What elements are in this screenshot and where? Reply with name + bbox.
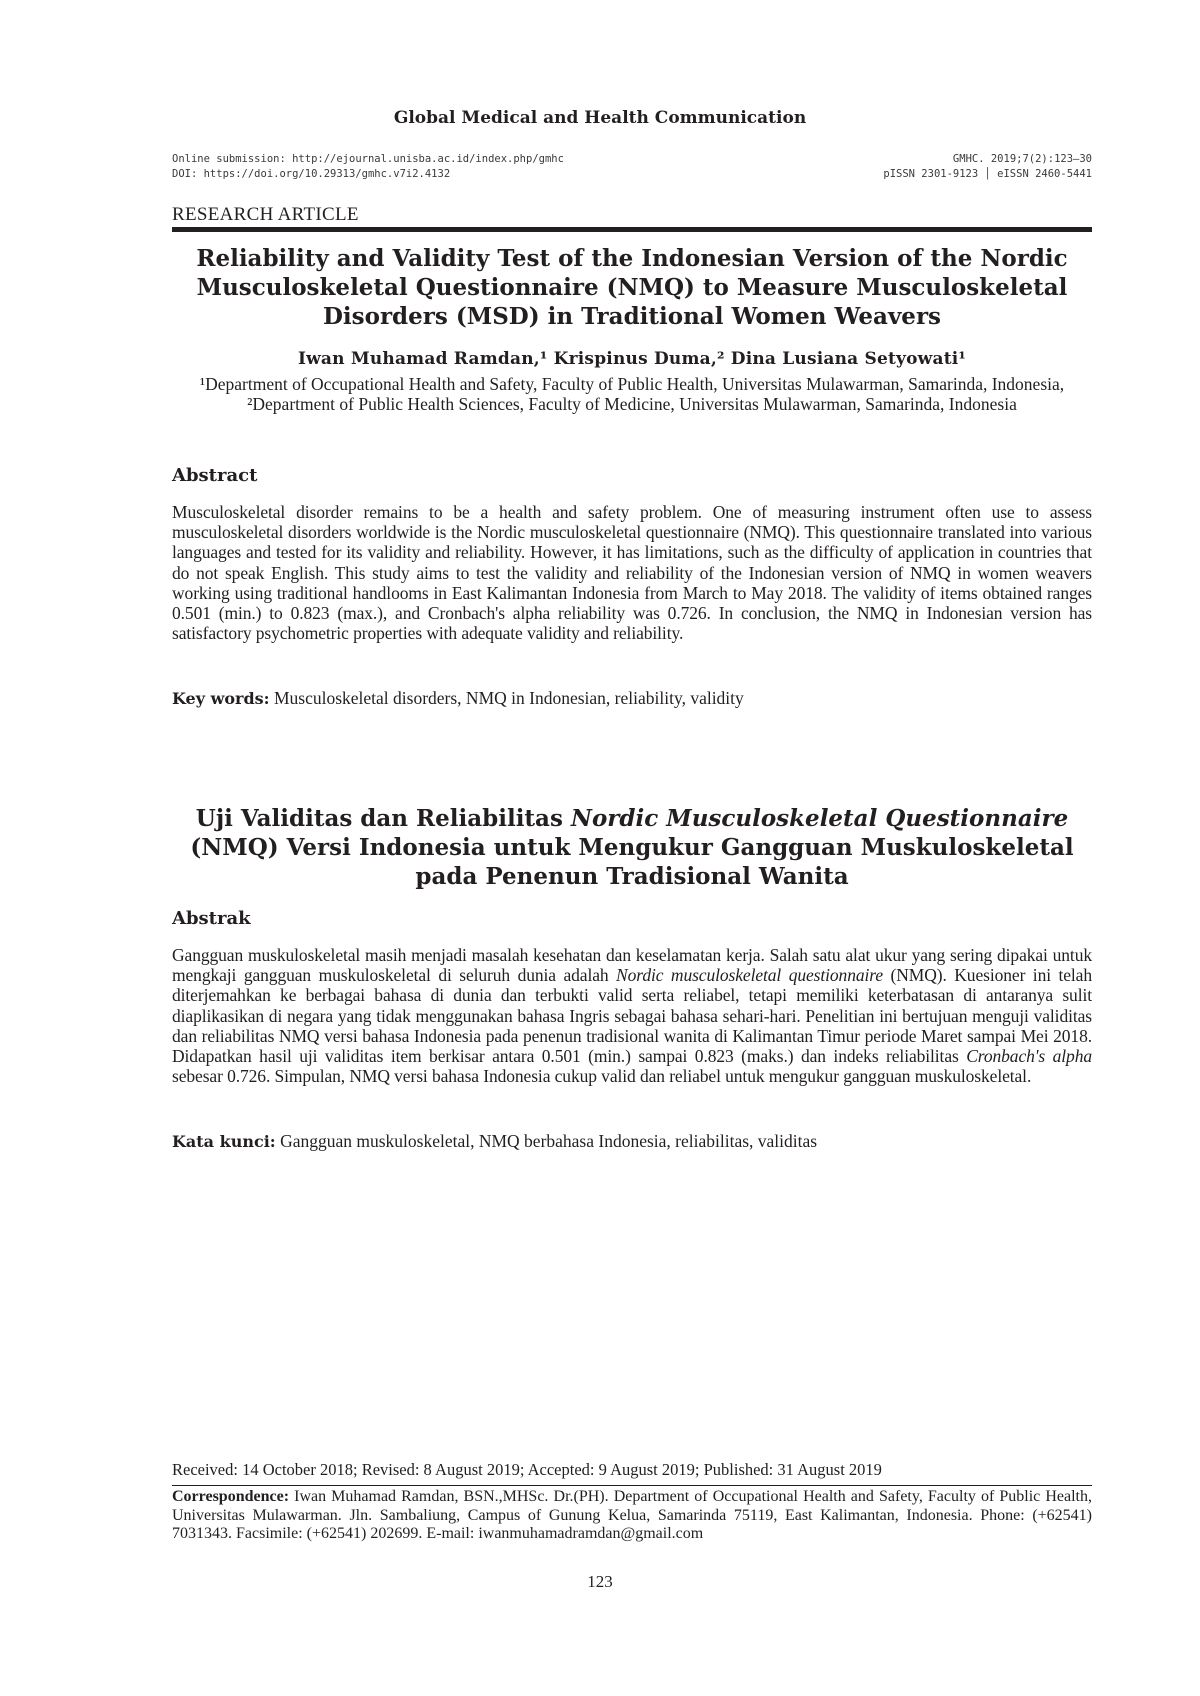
footer-divider — [172, 1485, 1092, 1486]
article-type-label: RESEARCH ARTICLE — [172, 204, 359, 225]
header-divider — [172, 227, 1092, 232]
article-title-indonesian: Uji Validitas dan Reliabilitas Nordic Musculoskeletal Questionnaire (NMQ) Versi Indonesia untuk Mengukur Gangguan Muskuloskeletal pada Penenun Tradisional Wanita — [190, 805, 1074, 890]
abstrak-heading: Abstrak — [172, 908, 251, 929]
abstract-english-text: Musculoskeletal disorder remains to be a health and safety problem. One of measuring instrument often use to assess musculoskeletal disorders worldwide is the Nordic musculoskeletal questionnaire (NMQ). This questionnaire translated into various languages and tested for its validity and reliability. However, it has limitations, such as the difficulty of application in countries that do not speak English. This study aims to test the validity and reliability of the Indonesian version of NMQ in women weavers working using traditional handlooms in East Kalimantan Indonesia from March to May 2018. The validity of items obtained ranges 0.501 (min.) to 0.823 (max.), and Cronbach's alpha reliability was 0.726. In conclusion, the NMQ in Indonesian version has satisfactory psychometric properties with adequate validity and reliability. — [172, 502, 1092, 644]
author-affiliations: ¹Department of Occupational Health and Safety, Faculty of Public Health, Universitas Mulawarman, Samarinda, Indonesia, ²Department of Public Health Sciences, Faculty of Medicine, Universitas Mulawarman, Samarinda, Indonesia — [199, 374, 1065, 414]
online-submission-url[interactable]: Online submission: http://ejournal.unisba.ac.id/index.php/gmhc — [172, 153, 564, 165]
keywords-values: Musculoskeletal disorders, NMQ in Indonesian, reliability, validity — [269, 688, 744, 708]
abstract-indonesian-text: Gangguan muskuloskeletal masih menjadi masalah kesehatan dan keselamatan kerja. Salah satu alat ukur yang sering dipakai untuk mengkaji gangguan muskuloskeletal di seluruh dunia adalah Nordic musculoskeletal questionnaire (NMQ). Kuesioner ini telah diterjemahkan ke berbagai bahasa di dunia dan terbukti valid serta reliabel, tetapi memiliki keterbatasan di antaranya sulit diaplikasikan di negara yang tidak menggunakan bahasa Ingris sebagai bahasa sehari-hari. Penelitian ini bertujuan menguji validitas dan reliabilitas NMQ versi bahasa Indonesia pada penenun tradisional wanita di Kalimantan Timur periode Maret sampai Mei 2018. Didapatkan hasil uji validitas item berkisar antara 0.501 (min.) sampai 0.823 (maks.) dan indeks reliabilitas Cronbach's alpha sebesar 0.726. Simpulan, NMQ versi bahasa Indonesia cukup valid dan reliabel untuk mengukur gangguan muskuloskeletal. — [172, 945, 1092, 1087]
correspondence-note: Correspondence: Iwan Muhamad Ramdan, BSN.,MHSc. Dr.(PH). Department of Occupational Health and Safety, Faculty of Public Health, Universitas Mulawarman. Jln. Sambaliung, Campus of Gunung Kelua, Samarinda 75119, East Kalimantan, Indonesia. Phone: (+62541) 7031343. Facsimile: (+62541) 202699. E-mail: iwanmuhamadramdan@gmail.com — [172, 1488, 1092, 1542]
article-title-english: Reliability and Validity Test of the Indonesian Version of the Nordic Musculoskeletal Questionnaire (NMQ) to Measure Musculoskeletal Disorders (MSD) in Traditional Women Weavers — [196, 245, 1068, 330]
header-meta-left — [172, 152, 564, 182]
author-list: Iwan Muhamad Ramdan,¹ Krispinus Duma,² Dina Lusiana Setyowati¹ — [297, 349, 967, 369]
page-number: 123 — [587, 1572, 613, 1591]
citation-info: GMHC. 2019;7(2):123–30 — [952, 153, 1092, 165]
keywords-label: Key words: — [172, 689, 270, 708]
kata-kunci-label: Kata kunci: — [172, 1132, 276, 1151]
kata-kunci-values: Gangguan muskuloskeletal, NMQ berbahasa Indonesia, reliabilitas, validitas — [275, 1131, 818, 1151]
journal-name: Global Medical and Health Communication — [393, 108, 807, 128]
publication-dates: Received: 14 October 2018; Revised: 8 August 2019; Accepted: 9 August 2019; Published: 31 August 2019 — [172, 1460, 882, 1479]
abstract-heading: Abstract — [172, 465, 258, 486]
header-meta-right — [883, 152, 1092, 182]
keywords-indonesian — [172, 1131, 1092, 1152]
keywords-english — [172, 688, 1092, 709]
doi-link[interactable]: DOI: https://doi.org/10.29313/gmhc.v7i2.4132 — [172, 168, 451, 180]
issn-info: pISSN 2301-9123 │ eISSN 2460-5441 — [883, 168, 1092, 180]
